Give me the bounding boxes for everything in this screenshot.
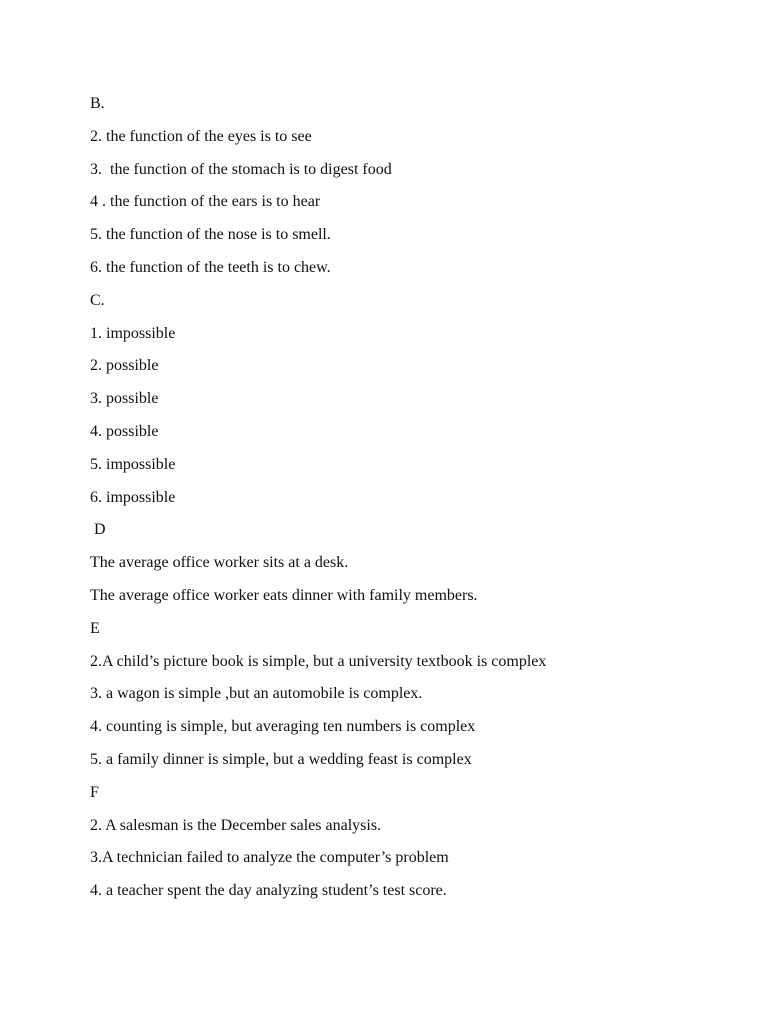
answer-line-d2: The average office worker eats dinner with family members. (90, 586, 478, 604)
answer-text-block (90, 93, 750, 913)
answer-line-f2: 2. A salesman is the December sales analysis. (90, 816, 382, 834)
answer-line-c4: 4. possible (90, 422, 159, 440)
answer-line-c1: 1. impossible (90, 324, 176, 342)
section-heading-f: F (90, 783, 99, 801)
answer-line-f3: 3.A technician failed to analyze the computer’s problem (90, 849, 449, 867)
section-heading-e: E (90, 619, 100, 637)
answer-line-e5: 5. a family dinner is simple, but a wedding feast is complex (90, 750, 472, 768)
answer-line-d1: The average office worker sits at a desk. (90, 554, 349, 572)
answer-line-c5: 5. impossible (90, 455, 176, 473)
section-heading-b: B. (90, 95, 105, 112)
answer-line-e4: 4. counting is simple, but averaging ten numbers is complex (90, 718, 476, 736)
answer-line-b4: 4 . the function of the ears is to hear (90, 193, 321, 211)
answer-line-b2: 2. the function of the eyes is to see (90, 127, 312, 145)
answer-line-c6: 6. impossible (90, 488, 176, 506)
section-heading-c: C. (90, 291, 105, 309)
answer-line-e3: 3. a wagon is simple ,but an automobile is complex. (90, 685, 423, 703)
answer-line-e2: 2.A child’s picture book is simple, but a university textbook is complex (90, 652, 547, 670)
section-heading-d: D (90, 521, 106, 539)
answer-line-b5: 5. the function of the nose is to smell. (90, 226, 331, 244)
answer-line-c2: 2. possible (90, 357, 159, 375)
answer-line-b6: 6. the function of the teeth is to chew. (90, 258, 331, 276)
answer-line-f4: 4. a teacher spent the day analyzing student’s test score. (90, 882, 447, 900)
answer-line-b3: 3. the function of the stomach is to digest food (90, 160, 392, 178)
answer-line-c3: 3. possible (90, 390, 159, 408)
